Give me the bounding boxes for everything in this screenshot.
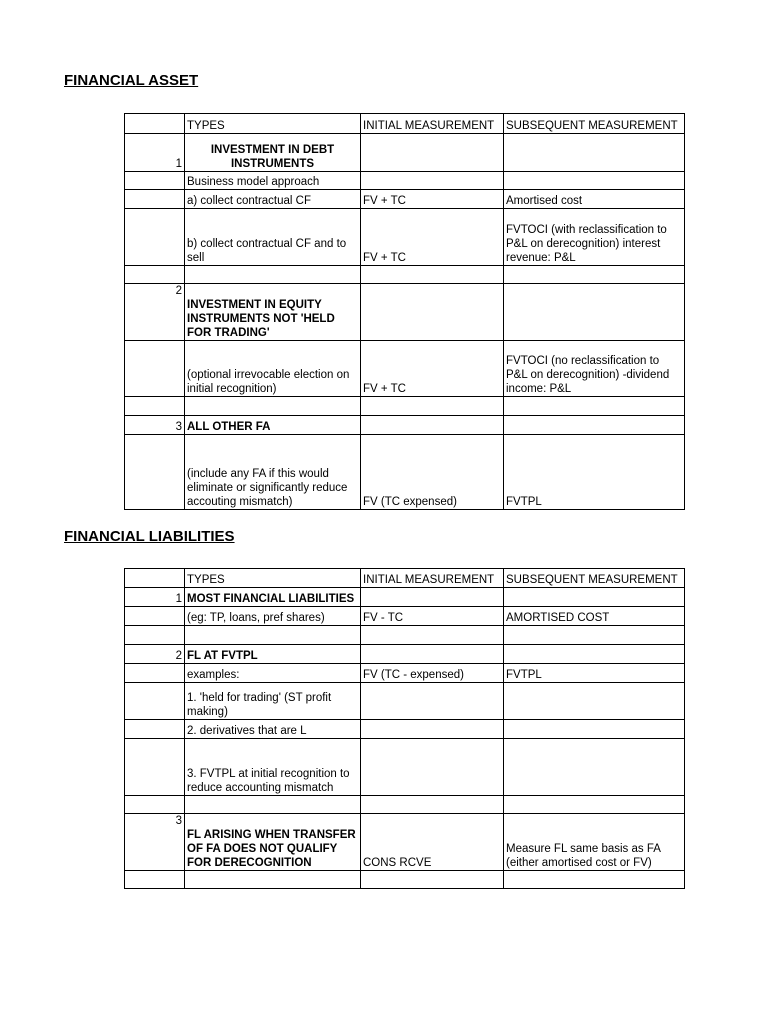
- header-subsequent-measurement: SUBSEQUENT MEASUREMENT: [504, 569, 685, 588]
- subsequent-cell: [504, 739, 685, 796]
- initial-cell: [361, 739, 504, 796]
- type-cell: [185, 626, 361, 645]
- table-row: [125, 266, 685, 284]
- type-cell: Business model approach: [185, 172, 361, 190]
- type-cell: ALL OTHER FA: [185, 416, 361, 435]
- initial-cell: FV (TC - expensed): [361, 664, 504, 683]
- table-row: [125, 416, 685, 435]
- table-row: [125, 814, 685, 871]
- type-cell: [185, 266, 361, 284]
- type-cell: FL ARISING WHEN TRANSFER OF FA DOES NOT QUALIFY FOR DERECOGNITION: [185, 814, 361, 871]
- table-row: [125, 871, 685, 889]
- subsequent-cell: [504, 871, 685, 889]
- row-number: [125, 172, 185, 190]
- table-row: [125, 645, 685, 664]
- type-cell: (eg: TP, loans, pref shares): [185, 607, 361, 626]
- row-number: 1: [125, 134, 185, 172]
- table-row: [125, 341, 685, 397]
- subsequent-cell: Measure FL same basis as FA (either amortised cost or FV): [504, 814, 685, 871]
- subsequent-cell: Amortised cost: [504, 190, 685, 209]
- financial-asset-table: [124, 113, 685, 510]
- initial-cell: [361, 645, 504, 664]
- type-cell: INVESTMENT IN DEBT INSTRUMENTS: [185, 134, 361, 172]
- row-number: [125, 739, 185, 796]
- initial-cell: [361, 397, 504, 416]
- row-number: [125, 435, 185, 510]
- subsequent-cell: [504, 683, 685, 720]
- initial-cell: FV - TC: [361, 607, 504, 626]
- header-subsequent-measurement: SUBSEQUENT MEASUREMENT: [504, 114, 685, 134]
- row-number: [125, 397, 185, 416]
- subsequent-cell: [504, 134, 685, 172]
- initial-cell: [361, 172, 504, 190]
- row-number: 2: [125, 284, 185, 341]
- table-row: [125, 190, 685, 209]
- row-number: [125, 626, 185, 645]
- initial-cell: FV + TC: [361, 209, 504, 266]
- table-row: [125, 209, 685, 266]
- type-cell: INVESTMENT IN EQUITY INSTRUMENTS NOT 'HELD FOR TRADING': [185, 284, 361, 341]
- subsequent-cell: [504, 416, 685, 435]
- initial-cell: [361, 626, 504, 645]
- table-row: [125, 172, 685, 190]
- table-row: [125, 720, 685, 739]
- financial-liabilities-table: [124, 568, 685, 889]
- row-number: 3: [125, 814, 185, 871]
- type-cell: (include any FA if this would eliminate or significantly reduce accouting mismatch): [185, 435, 361, 510]
- subsequent-cell: FVTPL: [504, 435, 685, 510]
- table-row: [125, 739, 685, 796]
- initial-cell: [361, 588, 504, 607]
- initial-cell: [361, 134, 504, 172]
- row-number: [125, 209, 185, 266]
- table-row: [125, 664, 685, 683]
- header-initial-measurement: INITIAL MEASUREMENT: [361, 114, 504, 134]
- header-num-cell: [125, 114, 185, 134]
- table-row: [125, 626, 685, 645]
- subsequent-cell: [504, 172, 685, 190]
- initial-cell: [361, 266, 504, 284]
- type-cell: [185, 397, 361, 416]
- row-number: 2: [125, 645, 185, 664]
- subsequent-cell: [504, 588, 685, 607]
- subsequent-cell: [504, 796, 685, 814]
- subsequent-cell: FVTOCI (with reclassification to P&L on derecognition) interest revenue: P&L: [504, 209, 685, 266]
- row-number: 1: [125, 588, 185, 607]
- financial-liabilities-title: FINANCIAL LIABILITIES: [64, 528, 235, 545]
- table-row: [125, 683, 685, 720]
- table-row: [125, 588, 685, 607]
- initial-cell: [361, 416, 504, 435]
- initial-cell: FV + TC: [361, 341, 504, 397]
- table-row: [125, 796, 685, 814]
- row-number: [125, 871, 185, 889]
- table-row: [125, 284, 685, 341]
- subsequent-cell: [504, 720, 685, 739]
- subsequent-cell: AMORTISED COST: [504, 607, 685, 626]
- type-cell: 3. FVTPL at initial recognition to reduce accounting mismatch: [185, 739, 361, 796]
- initial-cell: [361, 871, 504, 889]
- initial-cell: [361, 284, 504, 341]
- type-cell: [185, 796, 361, 814]
- initial-cell: [361, 720, 504, 739]
- type-cell: 1. 'held for trading' (ST profit making): [185, 683, 361, 720]
- subsequent-cell: [504, 397, 685, 416]
- subsequent-cell: [504, 645, 685, 664]
- row-number: 3: [125, 416, 185, 435]
- initial-cell: FV + TC: [361, 190, 504, 209]
- header-types: TYPES: [185, 114, 361, 134]
- type-cell: (optional irrevocable election on initial recognition): [185, 341, 361, 397]
- header-types: TYPES: [185, 569, 361, 588]
- row-number: [125, 190, 185, 209]
- row-number: [125, 607, 185, 626]
- initial-cell: CONS RCVE: [361, 814, 504, 871]
- type-cell: 2. derivatives that are L: [185, 720, 361, 739]
- subsequent-cell: [504, 284, 685, 341]
- initial-cell: FV (TC expensed): [361, 435, 504, 510]
- financial-asset-title: FINANCIAL ASSET: [64, 72, 199, 89]
- row-number: [125, 341, 185, 397]
- table-row: [125, 134, 685, 172]
- table-row: [125, 435, 685, 510]
- type-cell: FL AT FVTPL: [185, 645, 361, 664]
- type-cell: MOST FINANCIAL LIABILITIES: [185, 588, 361, 607]
- table-row: [125, 397, 685, 416]
- row-number: [125, 720, 185, 739]
- type-cell: b) collect contractual CF and to sell: [185, 209, 361, 266]
- header-num-cell: [125, 569, 185, 588]
- row-number: [125, 796, 185, 814]
- row-number: [125, 683, 185, 720]
- row-number: [125, 266, 185, 284]
- type-cell: [185, 871, 361, 889]
- type-cell: examples:: [185, 664, 361, 683]
- initial-cell: [361, 683, 504, 720]
- table-header-row: [125, 114, 685, 134]
- initial-cell: [361, 796, 504, 814]
- subsequent-cell: [504, 266, 685, 284]
- subsequent-cell: [504, 626, 685, 645]
- subsequent-cell: FVTOCI (no reclassification to P&L on derecognition) -dividend income: P&L: [504, 341, 685, 397]
- table-row: [125, 607, 685, 626]
- type-cell: a) collect contractual CF: [185, 190, 361, 209]
- row-number: [125, 664, 185, 683]
- table-header-row: [125, 569, 685, 588]
- subsequent-cell: FVTPL: [504, 664, 685, 683]
- header-initial-measurement: INITIAL MEASUREMENT: [361, 569, 504, 588]
